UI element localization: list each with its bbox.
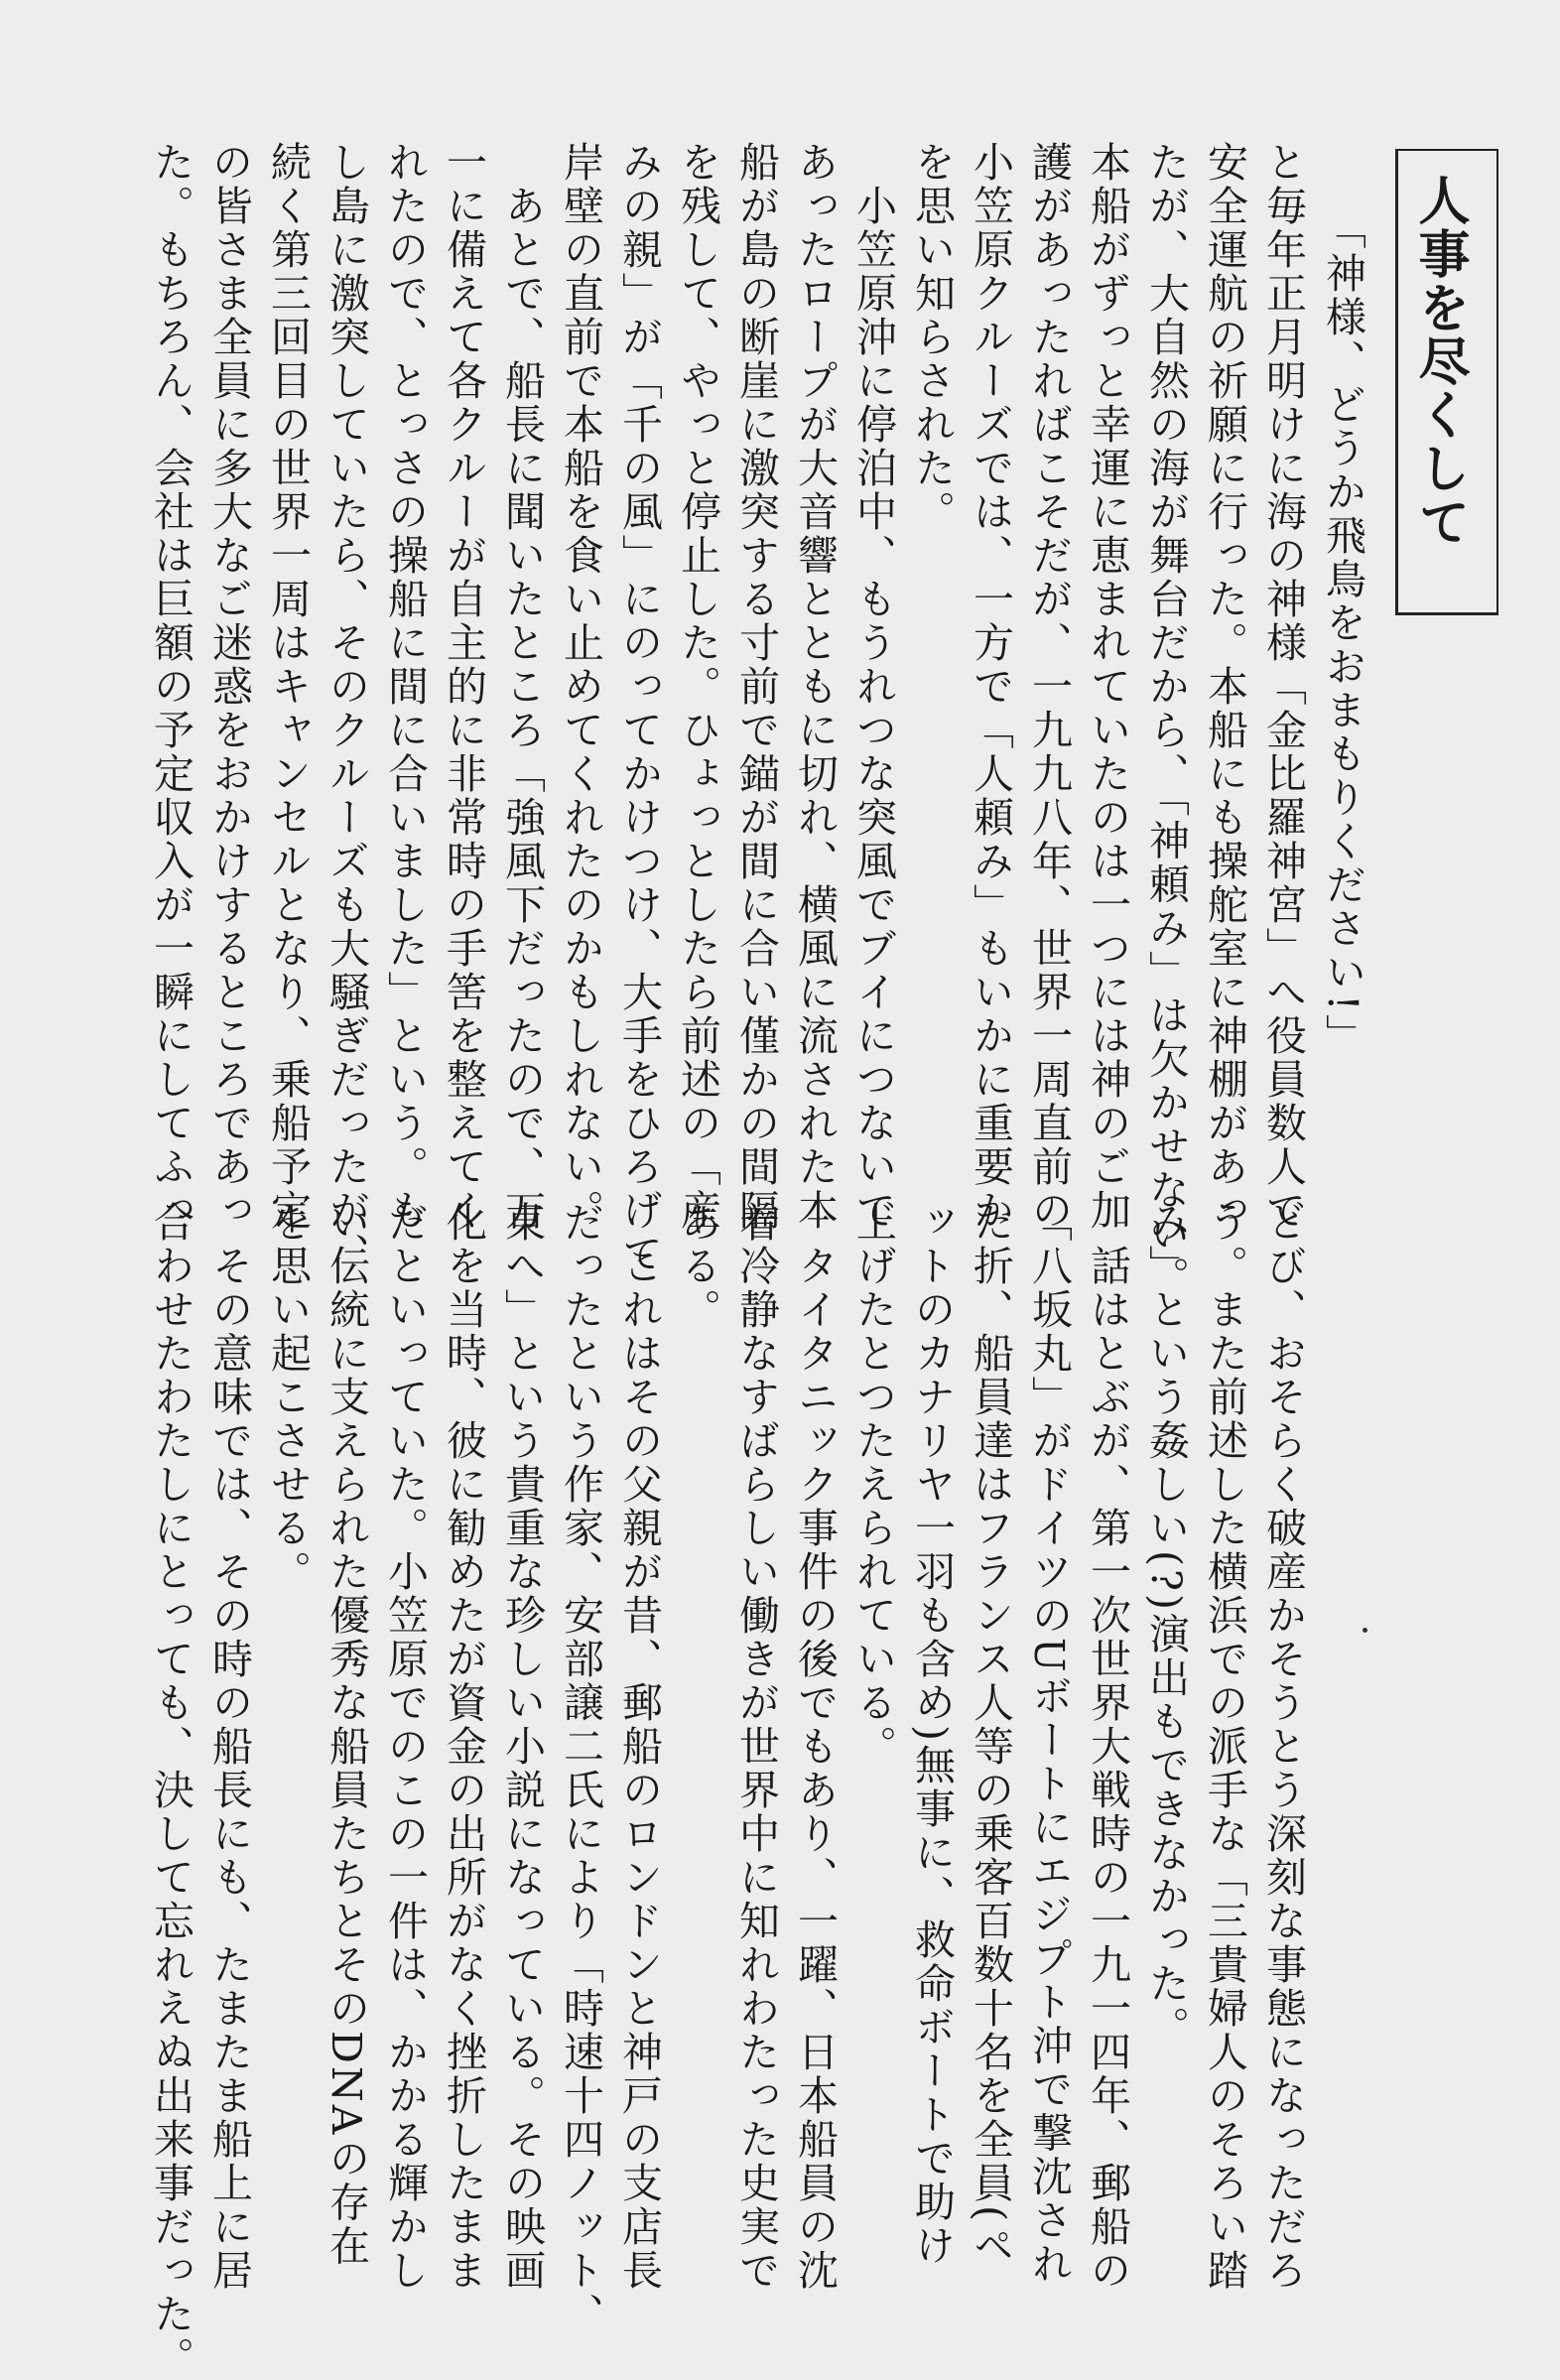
text-column: 着冷静なすばらしい働きが世界中に知れわたった史実で xyxy=(732,1201,780,2293)
lower-text-block xyxy=(141,1201,1312,2380)
text-column: 安全運航の祈願に行った。本船にも操舵室に神棚があっ xyxy=(1201,141,1248,1233)
text-column: う。また前述した横浜での派手な「三貴婦人のそろい踏 xyxy=(1201,1201,1248,2293)
text-column: の皆さま全員に多大なご迷惑をおかけするところであっ xyxy=(205,141,253,1233)
title-box-top-rule xyxy=(1395,149,1498,151)
text-column: 東へ」という貴重な珍しい小説になっている。その映画 xyxy=(498,1201,546,2293)
text-column: だといっていた。小笠原でのこの一件は、かかる輝かし xyxy=(381,1201,429,2293)
text-column: その意味では、その時の船長にも、たまたま船上に居 xyxy=(205,1201,253,2293)
text-column: み」という姦しい(?)演出もできなかった。 xyxy=(1142,1201,1190,2049)
text-column: し島に激突していたら、そのクルーズも大騒ぎだったが、 xyxy=(323,141,370,1276)
text-column: 本船がずっと幸運に恵まれていたのは一つには神のご加 xyxy=(1084,141,1131,1233)
scan-speck xyxy=(1363,1628,1367,1633)
text-column: 護があったればこそだが、一九九八年、世界一周直前の xyxy=(1025,141,1073,1233)
text-column: 話はとぶが、第一次世界大戦時の一九一四年、郵船の xyxy=(1084,1201,1131,2293)
text-column: た。もちろん、会社は巨額の予定収入が一瞬にしてふっ xyxy=(147,141,195,1233)
chapter-title: 人事を尽くして xyxy=(1409,174,1470,549)
text-column: と毎年正月明けに海の神様「金比羅神宮」へ役員数人で xyxy=(1259,141,1307,1233)
text-column: 合わせたわたしにとっても、決して忘れえぬ出来事だった。 xyxy=(147,1201,195,2380)
epigraph: 「神様、どうか飛鳥をおまもりください!」 xyxy=(1319,208,1366,1058)
text-column: みの親」が「千の風」にのってかけつけ、大手をひろげて xyxy=(615,141,663,1276)
text-column: 上げたとつたえられている。 xyxy=(849,1201,897,1769)
text-column: これはその父親が昔、郵船のロンドンと神戸の支店長 xyxy=(615,1201,663,2293)
text-column: あったロープが大音響とともに切れ、横風に流された本 xyxy=(791,141,839,1233)
text-column: タイタニック事件の後でもあり、一躍、日本船員の沈 xyxy=(791,1201,839,2293)
text-column: 船が島の断崖に激突する寸前で錨が間に合い僅かの間隔 xyxy=(732,141,780,1233)
text-column: れたので、とっさの操船に間に合いました」という。も xyxy=(381,141,429,1233)
text-column: 「八坂丸」がドイツのUボートにエジプト沖で撃沈され xyxy=(1025,1201,1073,2287)
text-column: 一に備えて各クルーが自主的に非常時の手筈を整えてく xyxy=(440,141,487,1233)
text-column: 岸壁の直前で本船を食い止めてくれたのかもしれない。 xyxy=(557,141,604,1233)
text-column: 続く第三回目の世界一周はキャンセルとなり、乗船予定 xyxy=(264,141,312,1233)
text-column: ットのカナリヤ一羽も含め)無事に、救命ボートで助け xyxy=(908,1201,956,2268)
text-column: 小笠原クルーズでは、一方で「人頼み」もいかに重要か xyxy=(967,141,1014,1233)
text-column: 小笠原沖に停泊中、もうれつな突風でブイにつないで xyxy=(849,141,897,1233)
text-column: い伝統に支えられた優秀な船員たちとそのDNAの存在 xyxy=(323,1201,370,2269)
text-column: た折、船員達はフランス人等の乗客百数十名を全員(ペ xyxy=(967,1201,1014,2268)
text-column: あとで、船長に聞いたところ「強風下だったので、万 xyxy=(498,141,546,1233)
text-column: を思い起こさせる。 xyxy=(264,1201,312,1594)
text-column: とび、おそらく破産かそうとう深刻な事態になっただろ xyxy=(1259,1201,1307,2293)
text-column: たが、大自然の海が舞台だから、「神頼み」は欠かせない。 xyxy=(1142,141,1190,1300)
text-column: 化を当時、彼に勧めたが資金の出所がなく挫折したまま xyxy=(440,1201,487,2293)
text-column: を残して、やっと停止した。ひょっとしたら前述の「産 xyxy=(674,141,721,1233)
text-column: ある。 xyxy=(674,1201,721,1332)
text-column: を思い知らされた。 xyxy=(908,141,956,534)
text-column: だったという作家、安部譲二氏により「時速十四ノット、 xyxy=(557,1201,604,2336)
